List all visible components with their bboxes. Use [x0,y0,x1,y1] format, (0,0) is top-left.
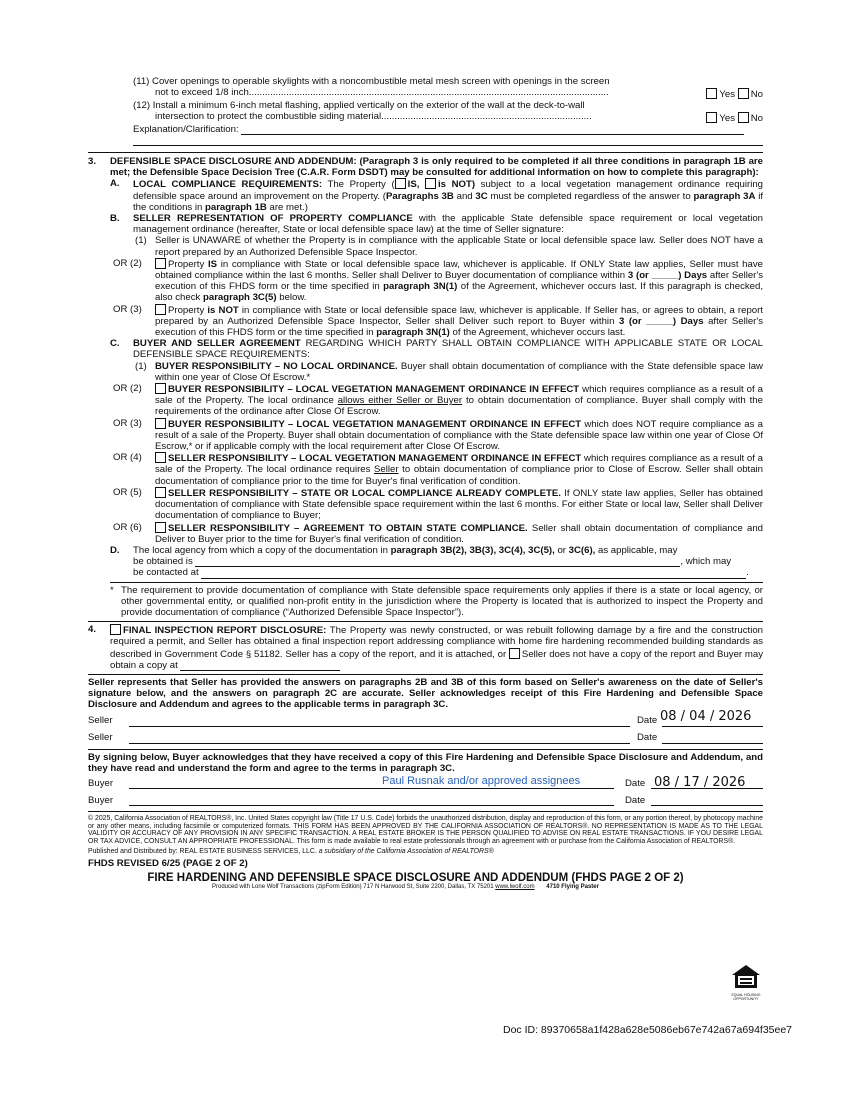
t: Seller [374,464,399,476]
num: OR (5) [113,486,142,498]
t: paragraph 3A [693,190,756,202]
num: OR (3) [113,303,142,315]
date-label: Date [637,715,658,727]
equal-housing-icon [731,964,761,990]
paragraph-3c [88,338,763,360]
publisher-line [88,848,763,856]
t: to obtain documentation of compliance prior to Close of Escrow. Seller shall obtain documentation of compliance prior to the time for Buyer's final verification of condition. [155,464,763,487]
no-label: No [750,89,763,100]
t: or [554,544,569,556]
paragraph-3a [88,178,763,213]
t: paragraph 3N(1) [376,327,450,339]
paragraph-3b2 [88,258,763,304]
revision-label: FHDS REVISED 6/25 (PAGE 2 OF 2) [88,857,248,869]
t: FINAL INSPECTION REPORT DISCLOSURE: [123,625,327,637]
document-page [88,76,793,1036]
paragraph-3b [88,213,763,235]
no-label: No [750,113,763,124]
t: REGARDING WHICH PARTY SHALL OBTAIN COMPLIANCE WITH APPLICABLE STATE OR LOCAL DEFENSIBLE SPACE REQUIREMENTS: [133,338,763,361]
section-4-number: 4. [88,624,97,636]
seller-row-1 [88,711,763,729]
item-11-yes-checkbox[interactable] [706,88,717,99]
seller-signature-field[interactable] [129,726,630,727]
lone-wolf-link[interactable]: www.lwolf.com [495,884,535,891]
para-3a-label: A. [110,178,120,190]
t: be obtained is [133,556,193,568]
equal-housing-logo [729,964,763,1001]
t: SELLER RESPONSIBILITY – LOCAL VEGETATION MANAGEMENT ORDINANCE IN EFFECT [168,453,582,465]
section-divider [88,621,763,622]
paragraph-3c4 [88,452,763,487]
buyer-row-2 [88,791,763,808]
section-3-heading-text: DEFENSIBLE SPACE DISCLOSURE AND ADDENDUM: (Paragraph 3 is only required to be completed if all three conditions in paragraph 1B are met; the Defensible Space Decision Tree (C.A.R. Form DSDT) may be consulted for additional information on how to complete this paragraph): [110,156,763,179]
produced-line [48,884,763,891]
t: below. [276,292,307,304]
section-divider [88,811,763,812]
explanation-row [88,124,763,137]
section-4 [88,624,763,671]
is-checkbox[interactable] [395,178,406,189]
t: , which may [680,556,732,568]
copy-location-field[interactable] [180,670,340,671]
t: in compliance with State or local defensible space law, whichever is applicable. If ONLY State law applies, Seller must have obtained compliance within the last 6 months. Seller shall Deliver to Buyer documentation of compliance within [155,258,763,282]
para-3c-label: C. [110,338,120,350]
seller-date-field[interactable] [662,726,763,727]
item-11-text: (11) Cover openings to operable skylights with a noncombustible metal mesh screen with openings in the screen [133,76,610,87]
t: Paragraphs 3B [385,190,454,202]
paragraph-3d [88,545,763,579]
item-12-no-checkbox[interactable] [738,112,749,123]
t: and [453,190,476,202]
3c6-checkbox[interactable] [155,522,166,533]
3c3-checkbox[interactable] [155,418,166,429]
buyer-date-value: 08 / 17 / 2026 [654,774,746,790]
date-label: Date [625,794,646,806]
3c2-checkbox[interactable] [155,383,166,394]
t: subject to a local vegetation management ordinance requiring defensible space around an improvement on the Property. ( [133,179,764,202]
no-copy-checkbox[interactable] [509,648,520,659]
t: paragraph 3B(2), 3B(3), 3C(4), 3C(5), [390,544,555,556]
seller-signature-field-2[interactable] [129,743,630,744]
paragraph-3c1 [88,361,763,383]
t: BUYER RESPONSIBILITY – LOCAL VEGETATION MANAGEMENT ORDINANCE IN EFFECT [168,384,580,396]
seller-row-2 [88,729,763,746]
t: 3 (or _____) Days [627,270,708,282]
section-4-checkbox[interactable] [110,624,121,635]
t: which requires compliance as a result of a sale of the Property. The local ordinance [155,384,763,407]
t: after Seller's execution of this FHDS form or the time specified in [155,315,763,339]
t: BUYER RESPONSIBILITY – NO LOCAL ORDINANCE. [155,360,398,372]
divider [110,582,763,583]
t: be contacted at [133,567,199,579]
contact-row [133,567,763,578]
footer-title: FIRE HARDENING AND DEFENSIBLE SPACE DISCLOSURE AND ADDENDUM (FHDS PAGE 2 OF 2) [147,872,684,885]
t: Buyer shall obtain documentation of compliance with the State defensible space law within one year of Close Of Escrow.* [155,360,763,383]
para-3c-head: BUYER AND SELLER AGREEMENT [133,338,301,350]
t: The requirement to provide documentation of compliance with State defensible space requirements only applies if there is a state or local agency, or other governmental entity, or qualified non-profit entity in the jurisdiction where the Property is located that is authorized to inspect the Property and provide documentation of compliance (“Authorized Defensible Space Inspector”). [121,584,763,618]
paragraph-3c3 [88,418,763,453]
buyer-name-value: Paul Rusnak and/or approved assignees [382,774,581,787]
t: allows either Seller or Buyer [337,395,463,407]
t: to obtain documentation of compliance. Buyer shall comply with the requirements of the ordinance after Close Of Escrow. [155,395,763,418]
t: SELLER RESPONSIBILITY – AGREEMENT TO OBTAIN STATE COMPLIANCE. [168,522,528,534]
paragraph-3b3 [88,304,763,339]
t: are met.) [266,201,308,213]
paragraph-3b1 [88,235,763,257]
t: paragraph 3C(5) [203,292,277,304]
para-3a-head: LOCAL COMPLIANCE REQUIREMENTS: [133,179,323,191]
t: a subsidiary of the California Association of REALTORS® [318,848,494,856]
t: Produced with Lone Wolf Transactions (zipForm Edition) 717 N Harwood St, Suite 2200, Dallas, TX 75201 [212,884,494,891]
t: as applicable, may [595,544,678,556]
t: Seller does not have a copy of the report and Buyer may obtain a copy at [110,648,763,671]
para-3b-head: SELLER REPRESENTATION OF PROPERTY COMPLIANCE [133,213,413,225]
t: must be completed regardless of the answer to [487,190,694,202]
explanation-field[interactable] [241,134,744,135]
t: 3C [475,190,488,202]
t: Seller shall obtain documentation of compliance and Deliver to Buyer prior to the time for Buyer's final verification of condition. [155,522,764,545]
buyer-date-field-2[interactable] [651,805,763,806]
t: Property [168,258,208,270]
section-divider [88,674,763,675]
t: is NOT) [438,179,476,191]
copyright-notice: © 2025, California Association of REALTORS®, Inc. United States copyright law (Title 17 U.S. Code) forbids the unauthorized distribution, display and reproduction of this form, or any portion thereof, by photocopy machine or any other means, including facsimile or computerized formats. THIS FORM HAS BEEN APPROVED BY THE CALIFORNIA ASSOCIATION OF REALTORS®. NO REPRESENTATION IS MADE AS TO THE LEGAL VALIDITY OR ACCURACY OF ANY PROVISION IN ANY SPECIFIC TRANSACTION. A REAL ESTATE BROKER IS THE PERSON QUALIFIED TO ADVISE ON REAL ESTATE TRANSACTIONS. IF YOU DESIRE LEGAL OR TAX ADVICE, CONSULT AN APPROPRIATE PROFESSIONAL. This form is made available to real estate professionals through an agreement with or purchase from the California Association of REALTORS®. [88,814,763,845]
num: OR (4) [113,452,142,464]
item-11-yes-no [706,88,763,100]
buyer-label: Buyer [88,794,114,806]
seller-date-field-2[interactable] [662,743,763,744]
yes-label: Yes [719,113,736,124]
buyer-signature-field[interactable] [129,788,614,789]
t: 3 (or _____) Days [618,315,704,327]
3c5-checkbox[interactable] [155,487,166,498]
property-name: 4710 Flying Paster [546,884,599,891]
num: OR (6) [113,521,142,533]
t: Property [168,304,208,316]
t: SELLER RESPONSIBILITY – STATE OR LOCAL COMPLIANCE ALREADY COMPLETE. [168,487,561,499]
equal-housing-text: EQUAL HOUSING OPPORTUNITY [731,993,761,1002]
t: If ONLY state law applies, Seller has obtained documentation of compliance with State defensible space requirement within the last 6 months. For either State or local law, Seller shall Deliver documentation of compliance to Buyer; [155,487,763,522]
date-label: Date [625,777,646,789]
t: The Property ( [322,179,395,191]
t: IS [207,258,218,270]
is-not-checkbox[interactable] [425,178,436,189]
seller-label: Seller [88,715,113,727]
item-12-yes-checkbox[interactable] [706,112,717,123]
t: in compliance with State or local defensible space law, whichever is applicable. If Seller has, or agrees to obtain, a report prepared by an Authorized Defensible Space Inspector, Seller shall Deliver such report to Buyer within [155,304,763,327]
3b3-checkbox[interactable] [155,304,166,315]
section-divider [88,152,763,153]
t: with the applicable State defensible space requirement or local vegetation management ordinance (hereafter, State or local defensible space law) at the time of Seller signature: [133,213,763,236]
t: which requires compliance as a result of a sale of the Property. The local ordinance requires [155,453,763,476]
t: is NOT [207,304,239,316]
paragraph-3c5 [88,487,763,522]
doc-id: Doc ID: 89370658a1f428a628e5086eb67e742a67a694f35ee7 [503,1024,793,1036]
agency-row [133,556,763,567]
t: The Property was newly constructed, or was rebuilt following damage by a fire and the construction required a permit, and Seller has obtained a final inspection report addressing compliance with home fire hardening recommended building standards as described in Government Code § 51182. Seller has a copy of the report, and it is attached, or [110,625,763,660]
para-3d-label: D. [110,544,120,556]
yes-label: Yes [719,89,736,100]
buyer-label: Buyer [88,777,114,789]
num: (1) [135,360,147,372]
buyer-row-1 [88,774,763,791]
paragraph-3c2 [88,383,763,418]
buyer-signature-field-2[interactable] [129,805,614,806]
explanation-label: Explanation/Clarification: [133,124,239,135]
paragraph-3c6 [88,522,763,545]
para-3b-label: B. [110,213,120,225]
t: IS, [407,179,420,191]
num: OR (3) [113,417,142,429]
item-11-no-checkbox[interactable] [738,88,749,99]
section-3-heading [88,156,763,178]
t: after Seller's execution of this FHDS form or the time specified in [155,270,763,293]
seller-date-value: 08 / 04 / 2026 [660,709,752,725]
divider [133,145,763,146]
num: OR (2) [113,257,142,269]
t: which does NOT require compliance as a result of a sale of the Property. Buyer shall obtain documentation of compliance with the State defensible space law within one year of Close Of Escrow,* or if applicable comply with the local requirement after Close Of Escrow. [155,418,763,453]
date-label: Date [637,732,658,744]
seller-representation: Seller represents that Seller has provided the answers on paragraphs 2B and 3B of this form based on Seller's awareness on the date of Seller's signature below, and the answers on paragraph 2C are accurate. Seller acknowledges receipt of this Fire Hardening and Defensible Space Disclosure and Addendum and agrees to the applicable terms in paragraph 3C. [88,676,763,711]
t: paragraph 3N(1) [383,281,458,293]
item-12-yes-no [706,112,763,124]
t: 3C(6), [568,544,596,556]
item-12 [88,100,763,124]
num: (1) [135,235,147,247]
section-divider [88,749,763,750]
seller-label: Seller [88,732,113,744]
3c4-checkbox[interactable] [155,452,166,463]
t: of the Agreement, whichever occurs last. If this paragraph is checked, also check [155,281,764,304]
t: The local agency from which a copy of the documentation in [133,544,391,556]
footnote [88,585,763,619]
t: paragraph 1B [205,201,267,213]
num: OR (2) [113,383,142,395]
t: . [746,567,749,579]
buyer-acknowledgement: By signing below, Buyer acknowledges that they have received a copy of this Fire Hardening and Defensible Space Disclosure and Addendum, and they have read and understand the form and agree to the terms in paragraph 3C. [88,751,763,774]
3b2-checkbox[interactable] [155,258,166,269]
item-11 [88,76,763,100]
item-12-text: (12) Install a minimum 6-inch metal flashing, applied vertically on the exterior of the wall at the deck-to-wall [133,100,585,111]
t: Published and Distributed by: REAL ESTATE BUSINESS SERVICES, LLC. [88,848,319,856]
section-3-number: 3. [88,156,97,167]
t: * [110,584,114,596]
t: BUYER RESPONSIBILITY – LOCAL VEGETATION MANAGEMENT ORDINANCE IN EFFECT [168,418,582,430]
t: if the conditions in [133,190,764,213]
item-11-text-2: not to exceed 1/8 inch....................................................................................................................................... [155,87,609,99]
item-12-text-2: intersection to protect the combustible siding material............................................................................... [155,111,592,123]
t: Seller is UNAWARE of whether the Property is in compliance with the applicable State or local defensible space law. Seller does NOT have a report prepared by an Authorized Defensible Space Inspector. [155,235,763,258]
contact-field[interactable] [201,578,746,579]
t: of the Agreement, whichever occurs last. [449,327,626,339]
